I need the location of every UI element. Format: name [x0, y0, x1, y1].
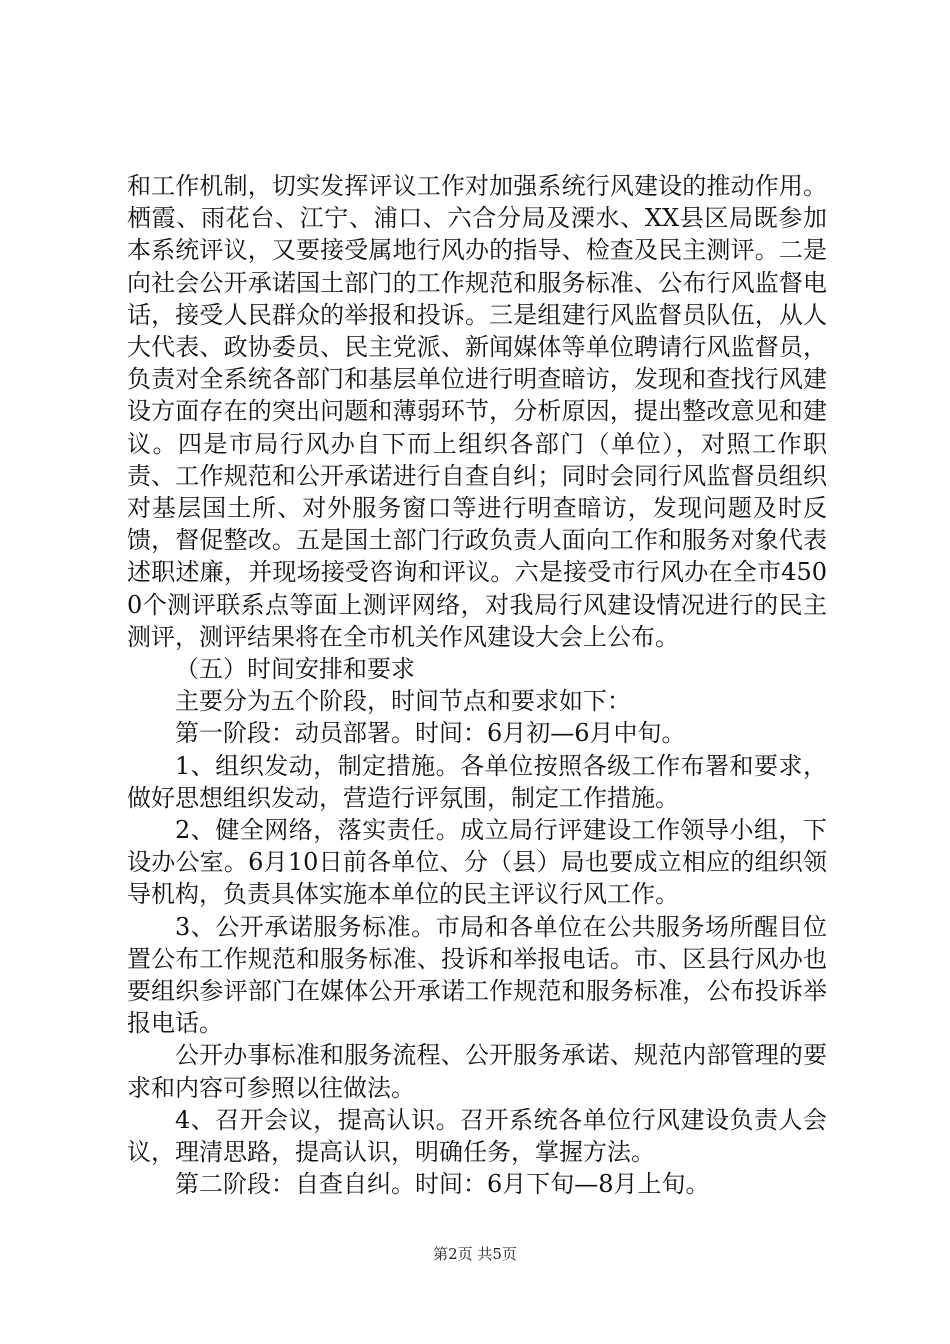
- paragraph: 4、召开会议，提高认识。召开系统各单位行风建设负责人会议，理清思路，提高认识，明确任务，掌握方法。: [127, 1105, 827, 1167]
- paragraph: 2、健全网络，落实责任。成立局行评建设工作领导小组，下设办公室。6月10日前各单位、分（县）局也要成立相应的组织领导机构，负责具体实施本单位的民主评议行风工作。: [127, 816, 827, 909]
- section-heading: （五）时间安排和要求: [175, 655, 415, 684]
- paragraph: 主要分为五个阶段，时间节点和要求如下：: [175, 687, 631, 716]
- paragraph: 公开办事标准和服务流程、公开服务承诺、规范内部管理的要求和内容可参照以往做法。: [127, 1041, 827, 1102]
- paragraph: 1、组织发动，制定措施。各单位按照各级工作布署和要求，做好思想组织发动，营造行评氛围，制定工作措施。: [127, 751, 827, 812]
- stage-heading: 第一阶段：动员部署。时间：6月初—6月中旬。: [175, 719, 686, 748]
- paragraph-continuation: 和工作机制，切实发挥评议工作对加强系统行风建设的推动作用。栖霞、雨花台、江宁、浦口、六合分局及溧水、XX县区局既参加本系统评议，又要接受属地行风办的指导、检查及民主测评。二是向社会公开承诺国土部门的工作规范和服务标准、公布行风监督电话，接受人民群众的举报和投诉。三是组建行风监督员队伍，从人大代表、政协委员、民主党派、新闻媒体等单位聘请行风监督员，负责对全系统各部门和基层单位进行明查暗访，发现和查找行风建设方面存在的突出问题和薄弱环节，分析原因，提出整改意见和建议。四是市局行风办自下而上组织各部门（单位），对照工作职责、工作规范和公开承诺进行自查自纠；同时会同行风监督员组织对基层国土所、对外服务窗口等进行明查暗访，发现问题及时反馈，督促整改。五是国土部门行政负责人面向工作和服务对象代表述职述廉，并现场接受咨询和评议。六是接受市行风办在全市4500个测评联系点等面上测评网络，对我局行风建设情况进行的民主测评，测评结果将在全市机关作风建设大会上公布。: [127, 172, 827, 651]
- page-footer: 第2页 共5页: [433, 1245, 517, 1263]
- paragraph: 3、公开承诺服务标准。市局和各单位在公共服务场所醒目位置公布工作规范和服务标准、投诉和举报电话。市、区县行风办也要组织参评部门在媒体公开承诺工作规范和服务标准，公布投诉举报电话。: [127, 912, 827, 1038]
- document-body: [127, 170, 827, 1201]
- stage-heading: 第二阶段：自查自纠。时间：6月下旬—8月上旬。: [175, 1170, 710, 1199]
